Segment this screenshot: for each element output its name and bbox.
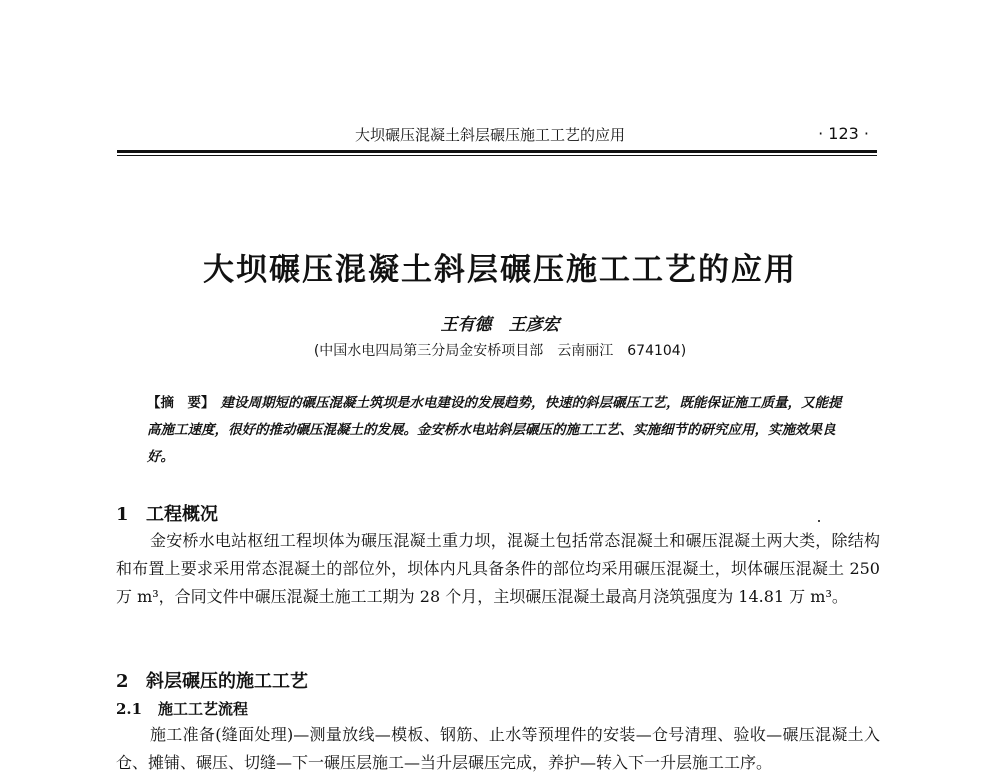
section-number: 2 bbox=[116, 671, 129, 692]
subsection-heading-2-1 bbox=[116, 698, 248, 719]
subsection-2-1-paragraph: 施工准备(缝面处理)—测量放线—模板、钢筋、止水等预埋件的安装—仓号清理、验收—碾压混凝土入仓、摊铺、碾压、切缝—下一碾压层施工—当升层碾压完成，养护—转入下一升层施工工序。 bbox=[116, 725, 880, 772]
article-affiliation: (中国水电四局第三分局金安桥项目部 云南丽江 674104) bbox=[313, 343, 687, 359]
section-heading-2 bbox=[116, 667, 308, 693]
subsection-title: 施工工艺流程 bbox=[158, 700, 249, 718]
article-authors: 王有德 王彦宏 bbox=[440, 315, 560, 335]
scan-speck bbox=[818, 520, 820, 522]
header-rule-thick bbox=[117, 150, 877, 153]
abstract-text: 建设周期短的碾压混凝土筑坝是水电建设的发展趋势，快速的斜层碾压工艺，既能保证施工质量，又能提高施工速度，很好的推动碾压混凝土的发展。金安桥水电站斜层碾压的施工工艺、实施细节的研究应用，实施效果良好。 bbox=[147, 395, 842, 465]
section-1-paragraph: 金安桥水电站枢纽工程坝体为碾压混凝土重力坝，混凝土包括常态混凝土和碾压混凝土两大类，除结构和布置上要求采用常态混凝土的部位外，坝体内凡具备条件的部位均采用碾压混凝土，坝体碾压混凝土 250 万 m³，合同文件中碾压混凝土施工工期为 28 个月，主坝碾压混凝土最高月浇筑强度为 14.81 万 m³。 bbox=[116, 531, 880, 606]
section-title: 斜层碾压的施工工艺 bbox=[146, 671, 308, 692]
subsection-number: 2.1 bbox=[116, 700, 143, 718]
header-rule-thin bbox=[117, 155, 877, 156]
abstract-label: 【摘 要】 bbox=[147, 395, 215, 411]
running-header bbox=[117, 124, 877, 146]
section-number: 1 bbox=[116, 504, 129, 525]
section-title: 工程概况 bbox=[146, 504, 218, 525]
page-number: · 123 · bbox=[818, 124, 869, 143]
abstract bbox=[147, 390, 847, 471]
article-title: 大坝碾压混凝土斜层碾压施工工艺的应用 bbox=[203, 252, 797, 288]
running-title: 大坝碾压混凝土斜层碾压施工工艺的应用 bbox=[355, 126, 626, 144]
section-heading-1 bbox=[116, 500, 218, 526]
